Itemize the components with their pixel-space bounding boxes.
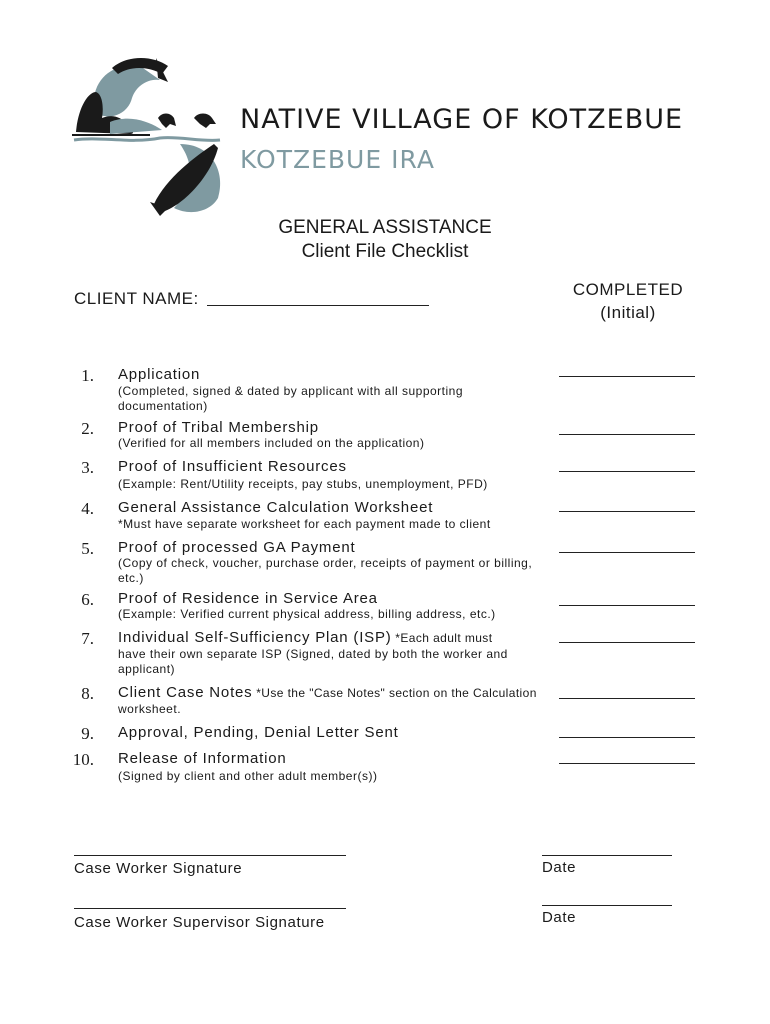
item-note: (Completed, signed & dated by applicant with all supporting documentation) <box>118 384 464 413</box>
item-title: Approval, Pending, Denial Letter Sent <box>118 724 399 741</box>
item-title-text: Client Case Notes <box>118 684 253 701</box>
client-name-label: CLIENT NAME: <box>74 289 199 308</box>
item-number: 7. <box>81 629 94 648</box>
item-title <box>118 629 492 646</box>
item-number: 5. <box>81 539 94 558</box>
case-worker-signature-line[interactable] <box>74 855 346 856</box>
item-number: 1. <box>81 366 94 385</box>
item-title: Proof of Tribal Membership <box>118 419 319 436</box>
item-title: Proof of Residence in Service Area <box>118 590 378 607</box>
initial-label: (Initial) <box>600 303 656 322</box>
document-title <box>0 216 770 264</box>
initial-field[interactable] <box>559 376 695 377</box>
initial-field[interactable] <box>559 605 695 606</box>
initial-field[interactable] <box>559 511 695 512</box>
item-note: (Copy of check, voucher, purchase order, receipts of payment or billing, etc.) <box>118 556 533 585</box>
item-title: General Assistance Calculation Worksheet <box>118 499 434 516</box>
item-title: Release of Information <box>118 750 287 767</box>
item-number: 4. <box>81 499 94 518</box>
item-note: worksheet. <box>118 702 182 716</box>
item-note: (Example: Verified current physical address, billing address, etc.) <box>118 607 496 621</box>
item-number: 10. <box>72 750 94 769</box>
case-worker-signature-label: Case Worker Signature <box>74 860 243 877</box>
item-number: 9. <box>81 724 94 743</box>
native-village-logo <box>70 52 240 218</box>
item-title: Proof of processed GA Payment <box>118 539 356 556</box>
item-number: 6. <box>81 590 94 609</box>
document-title-line1: GENERAL ASSISTANCE <box>278 217 492 238</box>
date-label-1: Date <box>542 859 577 876</box>
item-note: (Signed by client and other adult member(s)) <box>118 769 378 783</box>
client-name-field[interactable] <box>207 305 429 306</box>
initial-field[interactable] <box>559 434 695 435</box>
item-title: Application <box>118 366 201 383</box>
item-note: have their own separate ISP (Signed, dated by both the worker and applicant) <box>118 647 508 676</box>
document-title-line2: Client File Checklist <box>301 241 469 262</box>
item-inline-note: *Use the "Case Notes" section on the Calculation <box>252 686 537 700</box>
initial-field[interactable] <box>559 552 695 553</box>
item-title <box>118 684 537 701</box>
item-note: (Verified for all members included on the application) <box>118 436 425 450</box>
item-inline-note: *Each adult must <box>391 631 493 645</box>
organization-subtitle: KOTZEBUE IRA <box>240 145 435 174</box>
initial-field[interactable] <box>559 471 695 472</box>
item-note: *Must have separate worksheet for each payment made to client <box>118 517 491 531</box>
item-note: (Example: Rent/Utility receipts, pay stubs, unemployment, PFD) <box>118 477 488 491</box>
initial-field[interactable] <box>559 698 695 699</box>
supervisor-signature-line[interactable] <box>74 908 346 909</box>
initial-field[interactable] <box>559 737 695 738</box>
item-number: 3. <box>81 458 94 477</box>
initial-field[interactable] <box>559 642 695 643</box>
date-label-2: Date <box>542 909 577 926</box>
date-line-1[interactable] <box>542 855 672 856</box>
date-line-2[interactable] <box>542 905 672 906</box>
completed-label: COMPLETED <box>572 280 684 299</box>
item-number: 8. <box>81 684 94 703</box>
initial-field[interactable] <box>559 763 695 764</box>
item-title: Proof of Insufficient Resources <box>118 458 347 475</box>
supervisor-signature-label: Case Worker Supervisor Signature <box>74 914 325 931</box>
organization-name: NATIVE VILLAGE OF KOTZEBUE <box>240 104 684 135</box>
item-number: 2. <box>81 419 94 438</box>
completed-column-header <box>558 278 698 324</box>
item-title-text: Individual Self-Sufficiency Plan (ISP) <box>118 629 392 646</box>
